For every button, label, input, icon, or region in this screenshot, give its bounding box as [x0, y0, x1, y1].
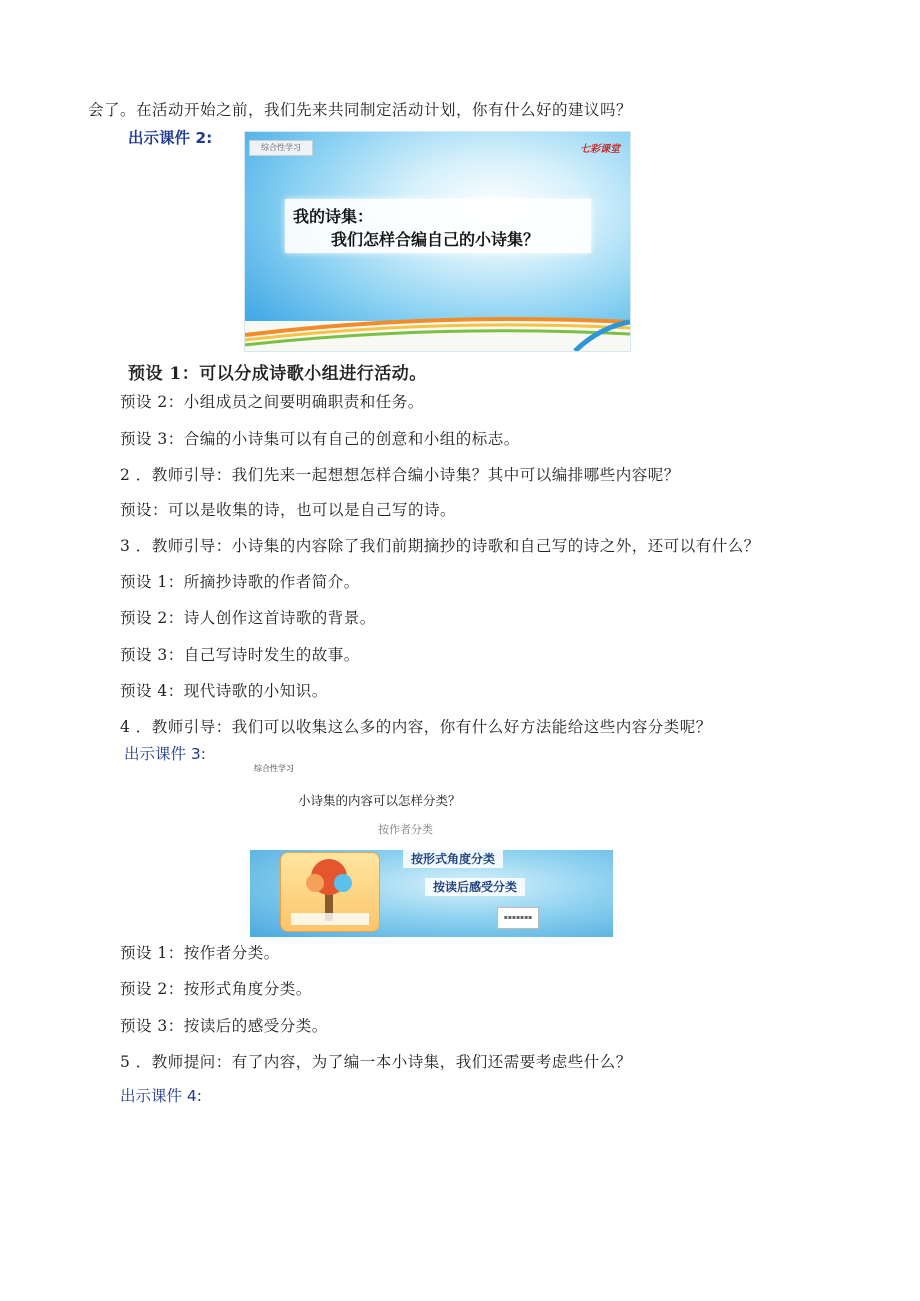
- slide-title: 我的诗集：: [293, 207, 374, 226]
- slide-tag: 综合性学习: [249, 140, 313, 156]
- tree-icon: [281, 853, 379, 931]
- slide2-by-form: 按形式角度分类: [403, 850, 503, 868]
- question-3: 3 ．教师引导：小诗集的内容除了我们前期摘抄的诗歌和自己写的诗之外，还可以有什么？: [120, 537, 760, 555]
- preset-1-2: 预设 2：小组成员之间要明确职责和任务。: [120, 393, 424, 411]
- preset-1-1: 预设 1：可以分成诗歌小组进行活动。: [128, 364, 427, 384]
- preset-3-1: 预设 1：所摘抄诗歌的作者简介。: [120, 573, 360, 591]
- preset-3-2: 预设 2：诗人创作这首诗歌的背景。: [120, 609, 376, 627]
- slide-subtitle: 我们怎样合编自己的小诗集？: [331, 230, 540, 249]
- courseware-slide-3: [250, 850, 613, 937]
- question-5: 5 ．教师提问：有了内容，为了编一本小诗集，我们还需要考虑些什么？: [120, 1053, 632, 1071]
- preset-4-2: 预设 2：按形式角度分类。: [120, 980, 312, 998]
- courseware-2-label: 出示课件 2:: [128, 129, 213, 147]
- preset-3-4: 预设 4：现代诗歌的小知识。: [120, 682, 328, 700]
- poetry-tree-illustration: [280, 852, 380, 932]
- intro-line: 会了。在活动开始之前，我们先来共同制定活动计划，你有什么好的建议吗？: [88, 101, 633, 119]
- slide2-tag: 综合性学习: [254, 764, 294, 773]
- preset-3-3: 预设 3：自己写诗时发生的故事。: [120, 646, 360, 664]
- slide2-button: ▪▪▪▪▪▪▪: [497, 907, 539, 929]
- slide2-by-feeling: 按读后感受分类: [425, 878, 525, 896]
- courseware-3-label: 出示课件 3:: [124, 745, 207, 763]
- preset-1-3: 预设 3：合编的小诗集可以有自己的创意和小组的标志。: [120, 430, 520, 448]
- slide2-question: 小诗集的内容可以怎样分类？: [298, 793, 461, 808]
- brand-logo: 七彩课堂: [580, 144, 620, 155]
- rainbow-swoosh-icon: [245, 132, 630, 351]
- slide2-by-author: 按作者分类: [378, 823, 433, 836]
- courseware-4-label: 出示课件 4:: [120, 1087, 203, 1105]
- question-4: 4 ．教师引导：我们可以收集这么多的内容，你有什么好方法能给这些内容分类呢？: [120, 718, 712, 736]
- courseware-slide-2: [244, 131, 631, 352]
- question-2: 2 ．教师引导：我们先来一起想想怎样合编小诗集？其中可以编排哪些内容呢？: [120, 466, 680, 484]
- preset-4-3: 预设 3：按读后的感受分类。: [120, 1017, 328, 1035]
- preset-4-1: 预设 1：按作者分类。: [120, 944, 280, 962]
- preset-2: 预设：可以是收集的诗，也可以是自己写的诗。: [120, 501, 457, 519]
